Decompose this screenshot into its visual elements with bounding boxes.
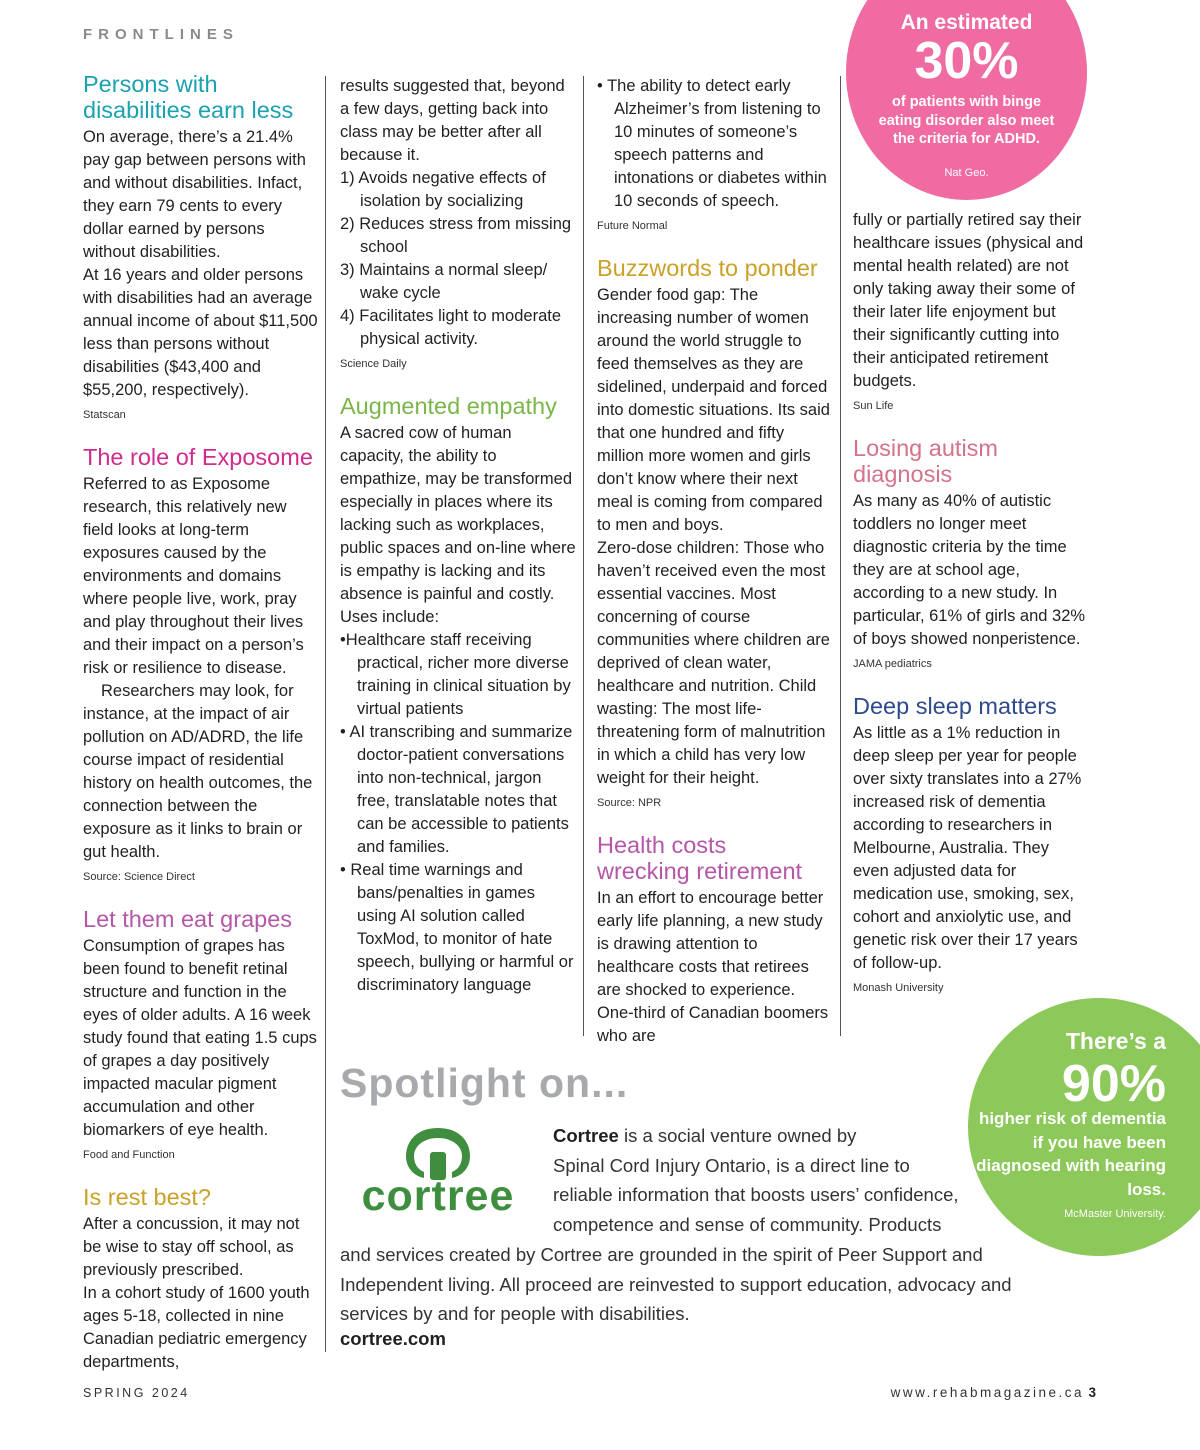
- article-paragraph: In an effort to encourage better early life planning, a new study is drawing attention to healthcare costs that retirees are shocked to experience. One-third of Canadian boomers who are: [597, 889, 829, 1045]
- article-health-costs: [597, 832, 833, 1048]
- article-title: Let them eat grapes: [83, 906, 293, 932]
- article-source: Statscan: [83, 409, 126, 421]
- list-item: • The ability to detect early Alzheimer’s from listening to 10 minutes of someone’s speech patterns and intonations or diabetes within 10 seconds of speech.: [597, 77, 827, 210]
- article-source: Source: Science Direct: [83, 871, 195, 883]
- numbered-list: [340, 167, 576, 351]
- article-title: Buzzwords to ponder: [597, 255, 818, 281]
- column-divider: [583, 76, 584, 1036]
- stat-bubble-adhd: [846, 0, 1087, 200]
- article-paragraph: A sacred cow of human capacity, the ability to empathize, may be transformed especially in places where its lacking such as workplaces, public spaces and on-line where is empathy is lacking and its absence is painful and costly. Uses include:: [340, 424, 576, 626]
- spotlight-title: Spotlight on...: [340, 1060, 629, 1106]
- article-paragraph: Consumption of grapes has been found to benefit retinal structure and function in the eyes of older adults. A 16 week study found that eating 1.5 cups of grapes a day positively impacted macular pigment accumulation and other biomarkers of eye health.: [83, 937, 317, 1139]
- article-title: Health costs wrecking retirement: [597, 832, 803, 884]
- list-item: 2) Reduces stress from missing school: [340, 215, 572, 256]
- stat-lead: There’s a: [1065, 1028, 1166, 1054]
- article-paragraph: Researchers may look, for instance, at the impact of air pollution on AD/ADRD, the life course impact of residential history on health outcomes, the connection between the exposure as it links to brain or gut health.: [83, 682, 313, 861]
- stat-text: of patients with binge eating disorder also meet the criteria for ADHD.: [878, 94, 1055, 147]
- article-title: Losing autism diagnosis: [853, 435, 998, 487]
- section-label: FRONTLINES: [83, 26, 239, 43]
- stat-source: McMaster University.: [1064, 1208, 1166, 1220]
- column-4: [853, 209, 1089, 995]
- article-paragraph: As many as 40% of autistic toddlers no longer meet diagnostic criteria by the time they are at school age, according to a new study. In particular, 61% of girls and 32% of boys showed nonperistence.: [853, 492, 1086, 648]
- article-source: Source: NPR: [597, 797, 662, 809]
- list-item: 1) Avoids negative effects of isolation by socializing: [340, 169, 546, 210]
- stat-source: Nat Geo.: [944, 167, 989, 179]
- spotlight-line: Cortree is a social venture owned by: [553, 1125, 857, 1146]
- article-paragraph: results suggested that, beyond a few days, getting back into class may be better after all because it.: [340, 77, 565, 164]
- spotlight-line: Spinal Cord Injury Ontario, is a direct line to: [553, 1154, 910, 1176]
- article-paragraph: Gender food gap: The increasing number of women around the world struggle to feed themselves as they are sidelined, underpaid and forced into domestic situations. Its said that one hundred and fifty million more women and girls don’t know where their next meal is coming from compared to men and boys.: [597, 286, 830, 534]
- spotlight-line: competence and sense of community. Products: [553, 1213, 942, 1235]
- spotlight-body-wide: [340, 1240, 1040, 1329]
- article-paragraph: fully or partially retired say their healthcare issues (physical and mental health related) are not only taking away their some of their later life enjoyment but their significantly cutting into their anticipated retirement budgets.: [853, 211, 1084, 390]
- spotlight-line: Independent living. All proceed are reinvested to support education, advocacy and: [340, 1273, 1012, 1295]
- page-number: 3: [1088, 1385, 1096, 1400]
- article-rest: [83, 1184, 319, 1374]
- cortree-link[interactable]: cortree.com: [340, 1328, 446, 1349]
- article-empathy: [340, 393, 576, 997]
- footer-site[interactable]: www.rehabmagazine.ca: [890, 1385, 1084, 1400]
- article-source: JAMA pediatrics: [853, 658, 932, 670]
- article-title: The role of Exposome: [83, 444, 313, 470]
- column-2: [340, 75, 576, 997]
- article-deep-sleep: [853, 693, 1089, 995]
- article-health-costs-continued: [853, 209, 1089, 413]
- article-paragraph: Zero-dose children: Those who haven’t received even the most essential vaccines. Most concerning of course communities where children are deprived of clean water, healthcare and nutrition. Child wasting: The most life-threatening form of malnutrition in which a child has very low weight for their height.: [597, 539, 830, 787]
- article-paragraph: As little as a 1% reduction in deep sleep per year for people over sixty translates into a 27% increased risk of dementia according to researchers in Melbourne, Australia. They even adjusted data for medication use, smoking, sex, cohort and anxiolytic use, and genetic risk over their 17 years of follow-up.: [853, 724, 1082, 972]
- list-item: • AI transcribing and summarize doctor-patient conversations into non-technical, jargon free, translatable notes that can be accessible to patients and families.: [340, 723, 573, 856]
- article-exposome: [83, 444, 319, 884]
- cortree-logo-text: cortree: [361, 1172, 515, 1220]
- article-disabilities: [83, 71, 319, 422]
- article-rest-continued: [340, 75, 576, 371]
- footer-issue: SPRING 2024: [83, 1386, 190, 1400]
- article-alzheimers: [597, 75, 833, 233]
- bullet-list: [597, 75, 833, 213]
- article-grapes: [83, 906, 319, 1162]
- stat-value: 30%: [914, 32, 1019, 90]
- article-title: Is rest best?: [83, 1184, 211, 1210]
- column-1: [83, 71, 319, 1374]
- stat-text: higher risk of dementia if you have been diagnosed with hearing loss.: [976, 1109, 1166, 1199]
- stat-bubble-hearing: [968, 998, 1200, 1256]
- spotlight-brand: Cortree: [553, 1125, 619, 1146]
- article-autism: [853, 435, 1089, 671]
- article-paragraph: After a concussion, it may not be wise to stay off school, as previously prescribed.: [83, 1215, 300, 1279]
- article-title: Persons with disabilities earn less: [83, 71, 294, 123]
- column-3: [597, 75, 833, 1048]
- list-item: 4) Facilitates light to moderate physical activity.: [340, 307, 562, 348]
- spotlight-line: and services created by Cortree are grounded in the spirit of Peer Support and: [340, 1244, 983, 1265]
- column-divider: [325, 76, 326, 1352]
- article-paragraph: On average, there’s a 21.4% pay gap between persons with and without disabilities. Infact, they earn 79 cents to every dollar earned by persons without disabilities.: [83, 128, 306, 261]
- spotlight-body: [553, 1121, 983, 1239]
- stat-value: 90%: [1061, 1055, 1166, 1113]
- column-divider: [840, 76, 841, 1036]
- article-title: Deep sleep matters: [853, 693, 1057, 719]
- article-source: Sun Life: [853, 400, 894, 412]
- spotlight-line: reliable information that boosts users’ confidence,: [553, 1184, 959, 1206]
- bullet-list: [340, 629, 576, 997]
- stat-lead: An estimated: [900, 11, 1033, 34]
- spotlight-line: services by and for people with disabilities.: [340, 1303, 690, 1325]
- list-item: • Real time warnings and bans/penalties in games using AI solution called ToxMod, to monitor of hate speech, bullying or harmful or discriminatory language: [340, 861, 574, 994]
- article-buzzwords: [597, 255, 833, 810]
- article-title: Augmented empathy: [340, 393, 557, 419]
- article-paragraph: At 16 years and older persons with disabilities had an average annual income of about $11,500 less than persons without disabilities ($43,400 and $55,200, respectively).: [83, 266, 318, 399]
- article-paragraph: Referred to as Exposome research, this relatively new field looks at long-term exposures caused by the environments and domains where people live, work, pray and play throughout their lives and their impact on a person’s risk or resilience to disease.: [83, 475, 304, 677]
- article-source: Future Normal: [597, 220, 668, 232]
- article-source: Monash University: [853, 982, 944, 994]
- article-source: Science Daily: [340, 358, 407, 370]
- list-item: 3) Maintains a normal sleep/ wake cycle: [340, 261, 548, 302]
- article-paragraph: In a cohort study of 1600 youth ages 5-18, collected in nine Canadian pediatric emergency departments,: [83, 1284, 310, 1371]
- article-source: Food and Function: [83, 1149, 175, 1161]
- list-item: •Healthcare staff receiving practical, richer more diverse training in clinical situation by virtual patients: [340, 631, 571, 718]
